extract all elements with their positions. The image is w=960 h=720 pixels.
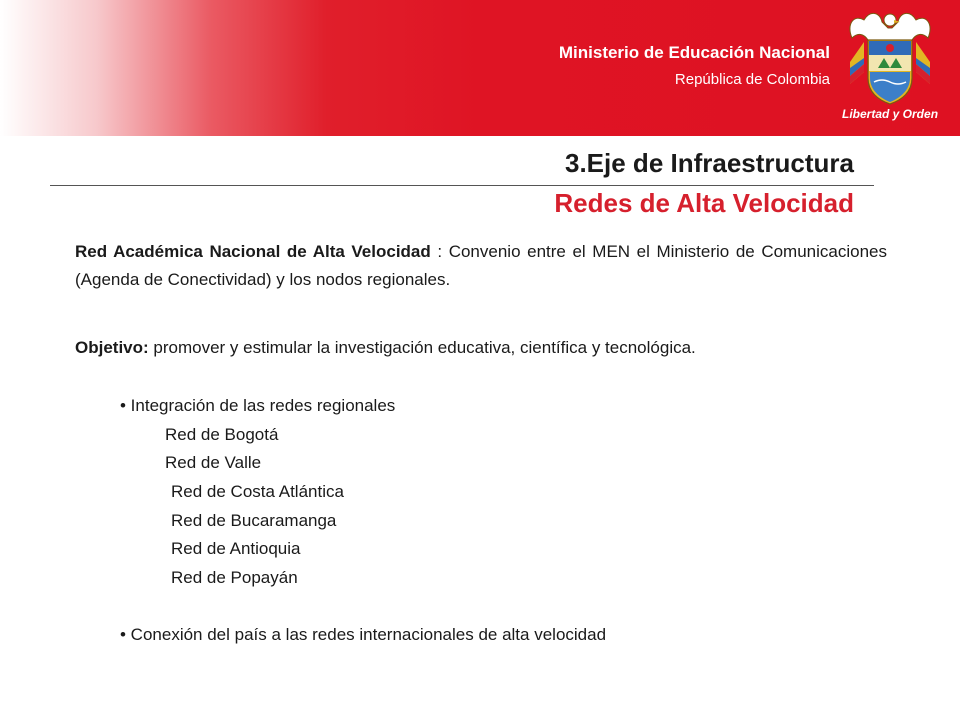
objective-label: Objetivo: [75,338,149,357]
network-item: Red de Valle [165,453,262,472]
network-item: Red de Popayán [171,568,298,587]
intro-paragraph [75,238,887,294]
intro-body-text: : Convenio entre el MEN el Ministerio de Comunicaciones (Agenda de Conectividad) y los nodos regionales. [75,242,887,289]
header-band [0,0,960,136]
network-item: Red de Antioquia [171,539,301,558]
title-divider [50,185,874,186]
ministry-subtitle: República de Colombia [674,71,830,88]
ministry-title: Ministerio de Educación Nacional [558,43,830,62]
objective-text: promover y estimular la investigación educativa, científica y tecnológica. [148,338,696,357]
bullet-international-connection: • Conexión del país a las redes internacionales de alta velocidad [120,625,607,644]
network-item: Red de Bucaramanga [171,511,337,530]
slide-subtitle: Redes de Alta Velocidad [554,188,854,218]
objective-paragraph [75,334,887,362]
network-item: Red de Bogotá [165,425,279,444]
bullet-regional-networks: • Integración de las redes regionales [120,396,396,415]
slide-title: 3.Eje de Infraestructura [565,148,854,178]
network-item: Red de Costa Atlántica [171,482,344,501]
crest-motto: Libertad y Orden [842,107,939,121]
intro-bold-text: Red Académica Nacional de Alta Velocidad [75,242,431,261]
